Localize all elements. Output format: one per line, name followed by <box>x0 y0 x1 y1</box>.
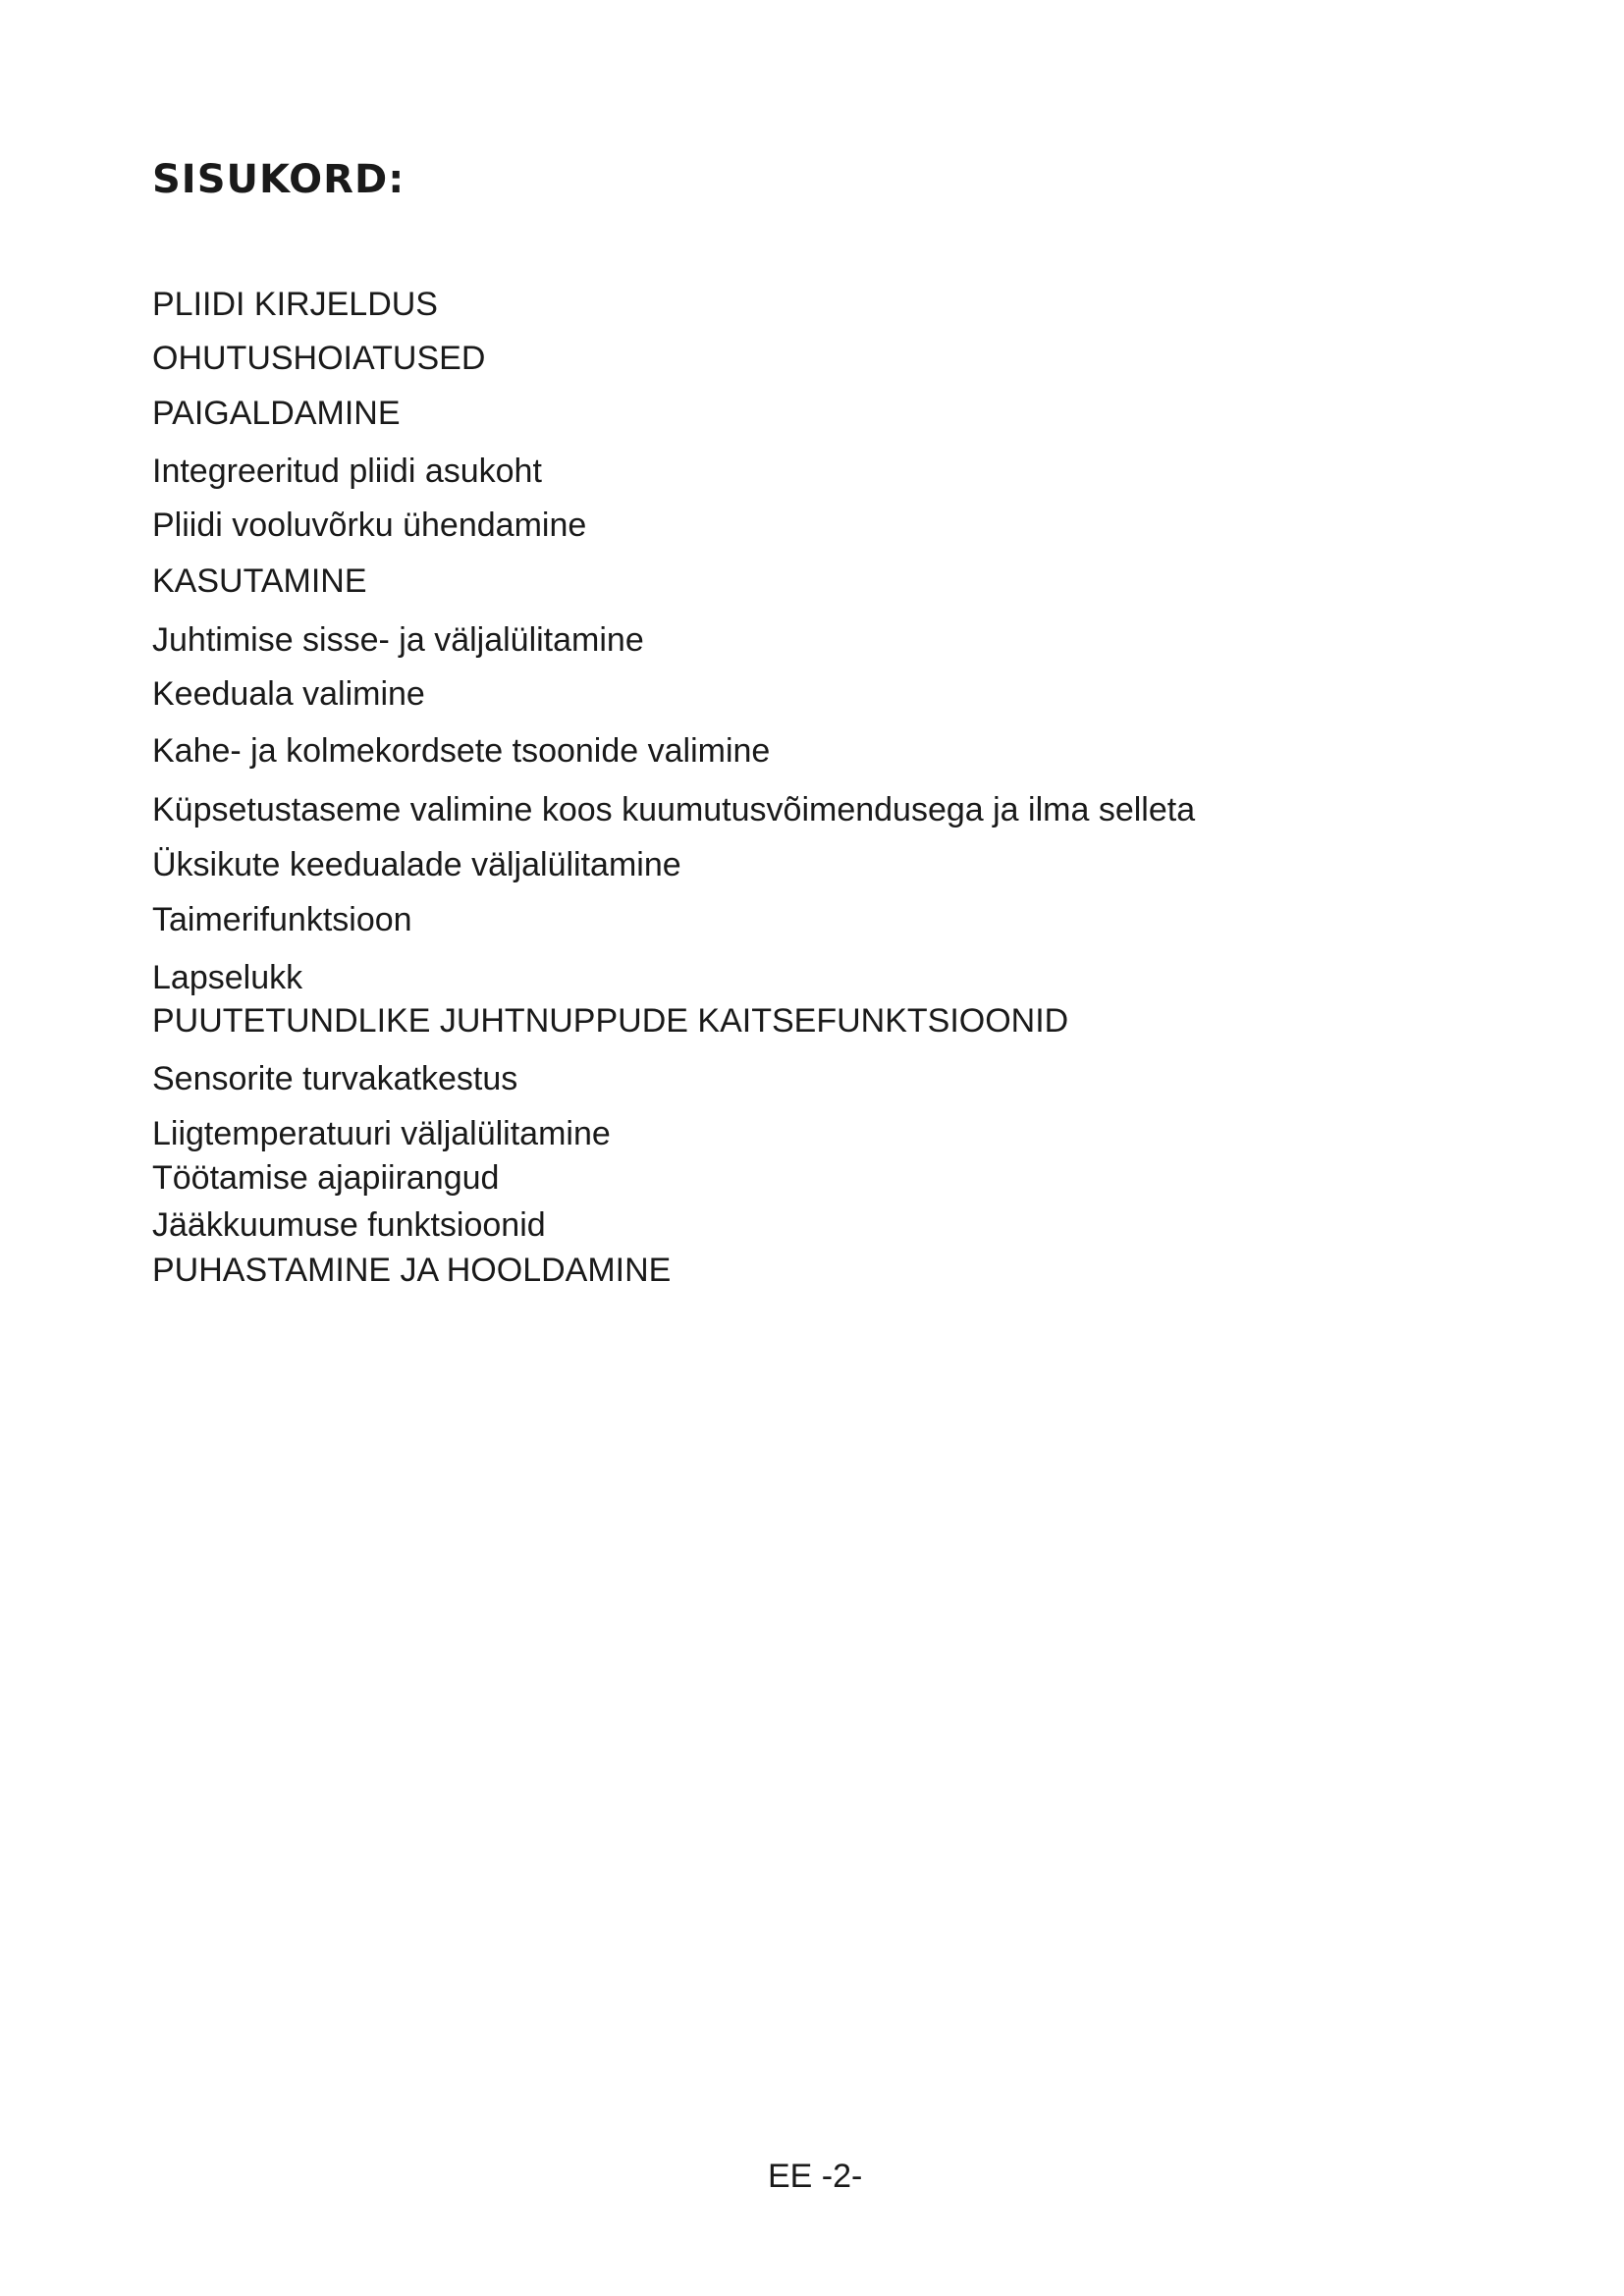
toc-entry: Töötamise ajapiirangud <box>152 1159 500 1197</box>
toc-entry: Sensorite turvakatkestus <box>152 1060 518 1097</box>
toc-entry: Jääkkuumuse funktsioonid <box>152 1206 546 1244</box>
toc-entry: Juhtimise sisse- ja väljalülitamine <box>152 621 644 659</box>
toc-entry: PUHASTAMINE JA HOOLDAMINE <box>152 1252 672 1289</box>
toc-entry: KASUTAMINE <box>152 562 367 600</box>
toc-entry: Lapselukk <box>152 959 303 996</box>
toc-entry: Pliidi vooluvõrku ühendamine <box>152 507 587 544</box>
page-number: EE -2- <box>768 2158 863 2195</box>
toc-entry: PAIGALDAMINE <box>152 395 401 432</box>
page-title: SISUKORD: <box>152 157 406 202</box>
toc-entry: Integreeritud pliidi asukoht <box>152 453 542 490</box>
toc-entry: Üksikute keedualade väljalülitamine <box>152 846 681 883</box>
toc-entry: Küpsetustaseme valimine koos kuumutusvõimendusega ja ilma selleta <box>152 791 1196 828</box>
toc-entry: Liigtemperatuuri väljalülitamine <box>152 1115 611 1152</box>
toc-entry: PLIIDI KIRJELDUS <box>152 286 438 323</box>
toc-entry: Kahe- ja kolmekordsete tsoonide valimine <box>152 732 771 770</box>
toc-entry: OHUTUSHOIATUSED <box>152 340 486 377</box>
toc-entry: PUUTETUNDLIKE JUHTNUPPUDE KAITSEFUNKTSIOONID <box>152 1002 1069 1040</box>
toc-entry: Taimerifunktsioon <box>152 901 412 938</box>
toc-entry: Keeduala valimine <box>152 675 425 713</box>
